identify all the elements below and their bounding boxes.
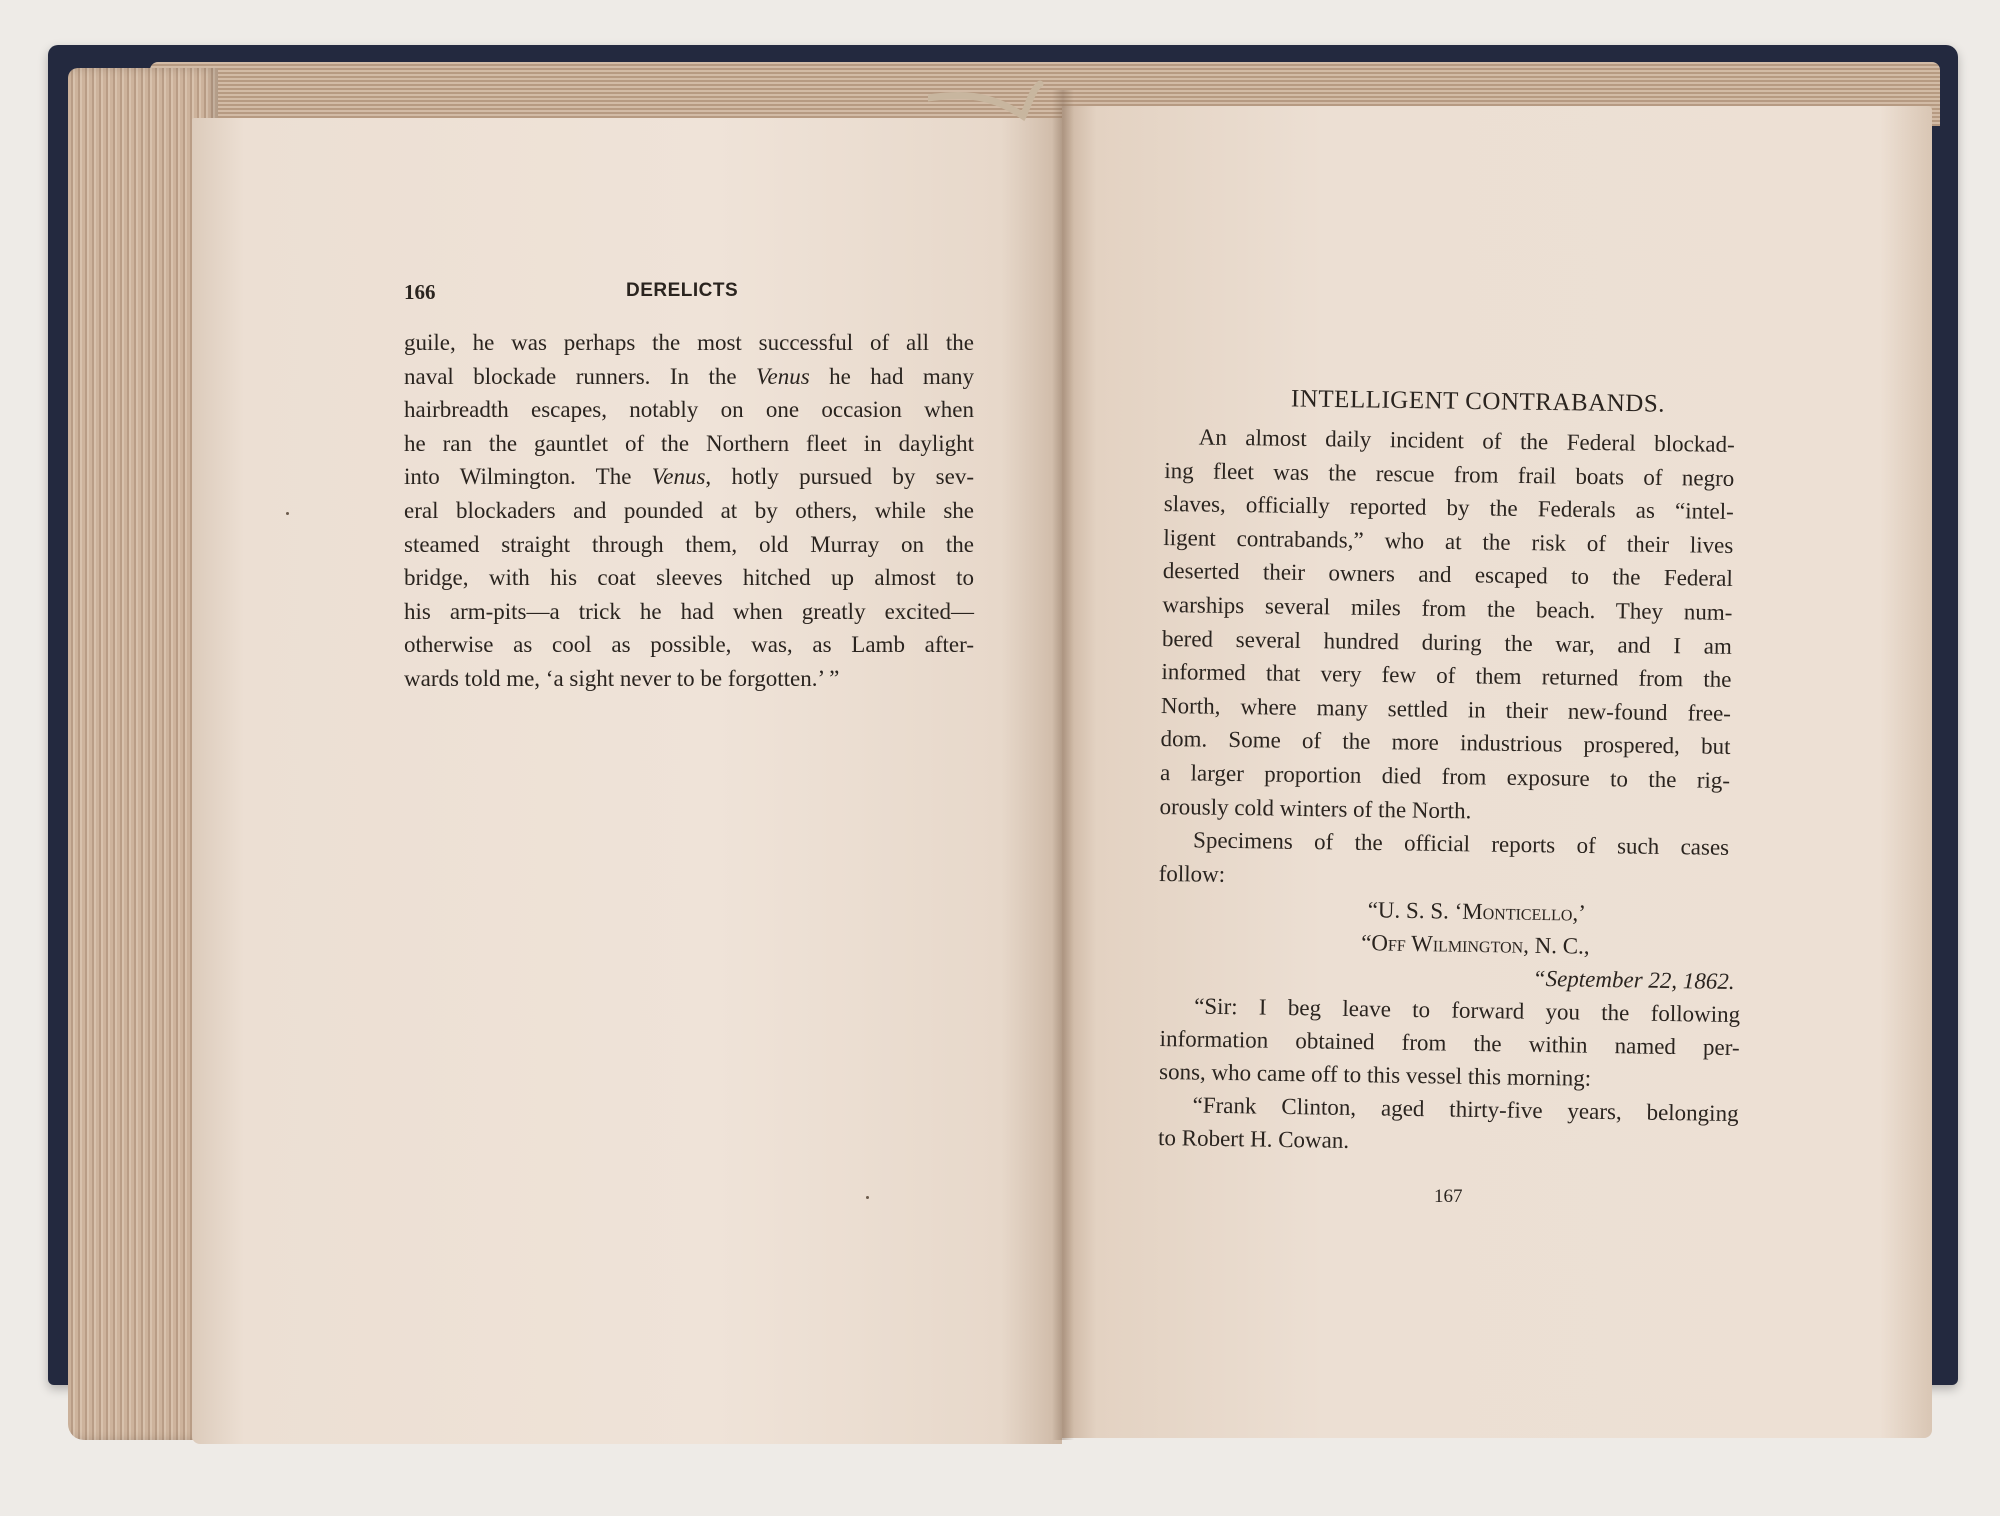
text-line: ligent contrabands,” who at the risk of their lives [1163, 524, 1734, 558]
ship-name: Venus [756, 363, 810, 389]
text-line: otherwise as cool as possible, was, as Lamb after- [404, 632, 974, 658]
left-page-number: 166 [404, 280, 436, 304]
text-line: “Frank Clinton, aged thirty-five years, belonging [1192, 1092, 1739, 1127]
text-line: a larger proportion died from exposure to the rig- [1159, 759, 1731, 793]
text-line: “Sir: I beg leave to forward you the following [1193, 993, 1741, 1028]
text-line: his arm-pits—a trick he had when greatly excited— [404, 598, 974, 624]
text-line: orously cold winters of the North. [1159, 793, 1472, 823]
text-line: ing fleet was the rescue from frail boats of negro [1164, 457, 1735, 491]
text-line: follow: [1158, 860, 1226, 887]
left-page-header [404, 280, 974, 310]
right-page-body [1158, 420, 1735, 898]
text-line: eral blockaders and pounded at by others, while she [404, 497, 974, 523]
book-gutter [1052, 90, 1074, 1440]
text-line: bridge, with his coat sleeves hitched up almost to [404, 565, 974, 591]
text-line: into Wilmington. The Venus, hotly pursued by sev- [404, 464, 974, 490]
text-line: deserted their owners and escaped to the Federal [1162, 558, 1734, 592]
text-line: hairbreadth escapes, notably on one occasion when [404, 397, 974, 423]
text-line: bered several hundred during the war, and I am [1161, 625, 1733, 659]
letter-quote [1158, 890, 1742, 1163]
text-line: steamed straight through them, old Murray on the [404, 531, 974, 557]
text-line: dom. Some of the more industrious prospered, but [1160, 726, 1731, 760]
text-line: North, where many settled in their new-found free- [1160, 692, 1732, 726]
right-page-number: 167 [1434, 1186, 1463, 1207]
text-line: guile, he was perhaps the most successful of all the [404, 330, 974, 355]
text-line: slaves, officially reported by the Federals as “intel- [1163, 491, 1734, 525]
text-line: wards told me, ‘a sight never to be forgotten.’ ” [404, 665, 840, 691]
running-title: DERELICTS [626, 280, 739, 301]
left-page [192, 118, 1062, 1444]
text-line: information obtained from the within named per- [1159, 1025, 1740, 1061]
paper-fleck [286, 512, 289, 515]
text-line: naval blockade runners. In the Venus he had many [404, 363, 974, 389]
ship-name: Venus [651, 464, 706, 490]
paper-fleck [866, 1196, 869, 1199]
text-line: sons, who came off to this vessel this morning: [1158, 1058, 1592, 1091]
text-line: Specimens of the official reports of such cases [1192, 827, 1730, 861]
section-heading: INTELLIGENT CONTRABANDS. [1290, 385, 1666, 418]
text-line: warships several miles from the beach. They num- [1162, 591, 1733, 625]
letter-date: “September 22, 1862. [1532, 965, 1735, 995]
left-page-body [404, 326, 974, 696]
letter-location: “Off Wilmington, N. C., [1361, 930, 1590, 959]
letter-ship: “U. S. S. ‘Monticello,’ [1367, 897, 1587, 926]
bookmark-ribbon-icon [928, 76, 1068, 126]
text-line: informed that very few of them returned from the [1161, 659, 1732, 693]
text-line: he ran the gauntlet of the Northern fleet in daylight [404, 430, 974, 456]
text-line: An almost daily incident of the Federal blockad- [1198, 424, 1735, 457]
text-line: to Robert H. Cowan. [1157, 1124, 1350, 1153]
